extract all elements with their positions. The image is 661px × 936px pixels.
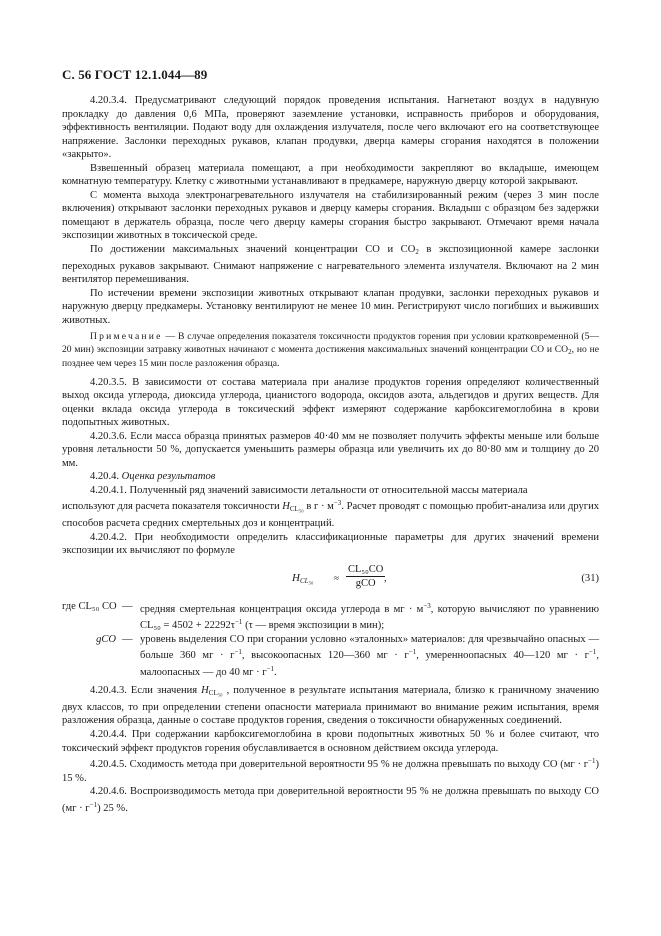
symbol: H <box>292 571 300 584</box>
text: в экспозиционной камере заслонки переходных рукавов закрывают. Снимают напряжение с нагревательного элемента излучателя. Включают на 2 мин вентилятор перемешивания. <box>62 244 599 286</box>
symbol: H <box>282 501 290 513</box>
text: уровень выделения СО при сгорании условно «эталонных» материалов: для чрезвычайно опасных — больше 360 мг · г <box>140 633 599 662</box>
text: . <box>274 666 277 678</box>
paragraph: 4.20.3.4. Предусматривают следующий порядок проведения испытания. Нагнетают воздух в надувную прокладку до давления 0,6 МПа, проверяют заземление установки, исправность приборов и оборудования, эффективность вентиляции. Подают воду для охлаждения излучателя, после чего включают его на соответствующее напряжение. Заслонки переходных рукавов, клапан продувки, дверца камеры сгорания находятся в положении «закрыто». <box>62 95 599 161</box>
note-label: Примечание <box>90 331 163 343</box>
subscript: 2 <box>415 248 419 257</box>
term-text: CL₅₀ CO <box>78 600 117 612</box>
formula-lhs <box>292 572 313 589</box>
superscript: −1 <box>89 800 98 809</box>
paragraph: По истечении времени экспозиции животных открывают клапан продувки, заслонки переходных рукавов и наружную дверцу предкамеры. Установку вентилируют не менее 10 мин. Регистрируют число погибших и выживших животных. <box>62 287 599 326</box>
text: 4.20.4.3. Если значения <box>90 685 202 697</box>
subscript: CL₅₀ <box>208 689 223 698</box>
section-heading <box>62 470 599 484</box>
text: ) 25 %. <box>97 802 128 814</box>
numerator: CL₅₀CO <box>348 563 384 575</box>
text: используют для расчета показателя токсичности <box>62 501 283 513</box>
subscript: 2 <box>568 347 572 356</box>
definitions <box>62 600 599 680</box>
paragraph: 4.20.3.5. В зависимости от состава материала при анализе продуктов горения определяют количественный выход оксида углерода, диоксида углерода, цианистого водорода, оксидов азота, альдегидов и других веществ. Для оценки вклада оксида углерода в токсический эффект измеряют содержание карбоксигемоглобина в крови подопытных животных. <box>62 376 599 429</box>
text: (τ — время экспозиции в мин); <box>242 620 385 632</box>
page-header: С. 56 ГОСТ 12.1.044—89 <box>62 67 208 82</box>
fraction <box>346 564 385 590</box>
text: средняя смертельная концентрация оксида углерода в мг · м <box>140 603 424 615</box>
definition-dash: — <box>122 633 133 645</box>
section-title: Оценка результатов <box>121 471 216 483</box>
text: , умеренноопасных 40—120 мг · г <box>416 650 589 662</box>
text: , полученное в результате испытания материала, близко к граничному значению двух классов, то при определении степени опасности материала принимают во внимание режим испытания, время разложения образца, данные о составе продуктов горения, сведения о токсичности обнаруженных соединений. <box>62 685 599 727</box>
definition-text <box>140 600 599 633</box>
definition-term <box>62 600 122 633</box>
definition-term: gCO <box>96 633 116 645</box>
superscript: −1 <box>408 648 417 657</box>
definition-text <box>140 633 599 680</box>
paragraph: Взвешенный образец материала помещают, а при необходимости закрепляют во вкладыше, имеющем комнатную температуру. Клетку с животными устанавливают в предкамере, наружную дверцу которой закрывают. <box>62 162 599 188</box>
text: , которую вычисляют по уравнению CL₅₀ = 4502 + 22292τ <box>140 603 600 632</box>
paragraph <box>62 243 599 287</box>
equation-number: (31) <box>581 572 599 584</box>
text: в г · м <box>303 501 334 513</box>
text: , но не позднее чем через 15 мин после разложения образца. <box>62 343 599 370</box>
text: . Расчет проводят с помощью пробит-анализа или других способов расчета средних смертельных доз и концентраций. <box>62 501 599 529</box>
superscript: −3 <box>423 601 431 610</box>
section-number: 4.20.4. <box>90 471 122 483</box>
note <box>62 331 599 370</box>
paragraph: 4.20.4.4. При содержании карбоксигемоглобина в крови подопытных животных 50 % и более считают, что токсический эффект продуктов горения обуславливается в основном действием оксида углерода. <box>62 729 599 754</box>
paragraph: 4.20.4.2. При необходимости определить классификационные параметры для других значений времени экспозиции их вычисляют по формуле <box>62 531 599 557</box>
formula-31 <box>62 564 599 594</box>
definition-row <box>62 633 599 680</box>
paragraph: С момента выхода электронагревательного излучателя на стабилизированный режим (через 3 мин после включения) открывают заслонки переходных рукавов и дверцу камеры сгорания. Вкладыш с образцом без задержки помещают в держатель образца, после чего дверцу камеры сгорания быстро закрывают. Отмечают время начала экспозиции животных в токсической среде. <box>62 189 599 242</box>
document-body <box>62 94 599 815</box>
paragraph: 4.20.3.6. Если масса образца принятых размеров 40·40 мм не позволяет получить эффекты меньше или больше уровня летальности 50 %, допускается уменьшить размеры образца или увеличить их до 80·80 мм и толщину до 20 мм. <box>62 430 599 469</box>
text: 4.20.4.5. Сходимость метода при доверительной вероятности 95 % не должна превышать по выходу СО (мг · г <box>90 759 589 771</box>
paragraph <box>62 755 599 785</box>
symbol: H <box>201 685 209 697</box>
text: 4.20.4.6. Воспроизводимость метода при доверительной вероятности 95 % не должна превышать по выходу СО (мг · г <box>62 786 599 814</box>
superscript: −1 <box>234 618 243 627</box>
superscript: −3 <box>333 499 342 508</box>
paragraph <box>62 684 599 728</box>
formula-comma: , <box>384 572 387 584</box>
superscript: −1 <box>234 648 242 657</box>
superscript: −1 <box>588 648 597 657</box>
text: , высокоопасных 120—360 мг · г <box>241 650 409 662</box>
superscript: −1 <box>588 757 596 766</box>
paragraph: 4.20.4.1. Полученный ряд значений зависимости летальности от относительной массы материала <box>90 484 528 496</box>
definition-row <box>62 600 599 633</box>
text: По достижении максимальных значений концентрации СО и СО <box>90 244 416 256</box>
subscript: CL₅₀ <box>299 576 314 585</box>
subscript: CL₅₀ <box>289 505 304 514</box>
paragraph <box>62 785 599 815</box>
text: ) 15 %. <box>62 759 599 784</box>
superscript: −1 <box>266 664 275 673</box>
denominator: gCO <box>355 577 376 589</box>
text: , малоопасных — до 40 мг · г <box>140 650 599 678</box>
where-word: где <box>62 600 76 612</box>
paragraph <box>62 497 599 530</box>
text: — В случае определения показателя токсичности продуктов горения при условии кратковременной (5—20 мин) экспозиции затравку животных начинают с момента достижения максимальных значений концентрации СО и СО <box>62 331 599 355</box>
approx-sign: ≈ <box>334 572 339 583</box>
definition-dash: — <box>122 600 133 612</box>
